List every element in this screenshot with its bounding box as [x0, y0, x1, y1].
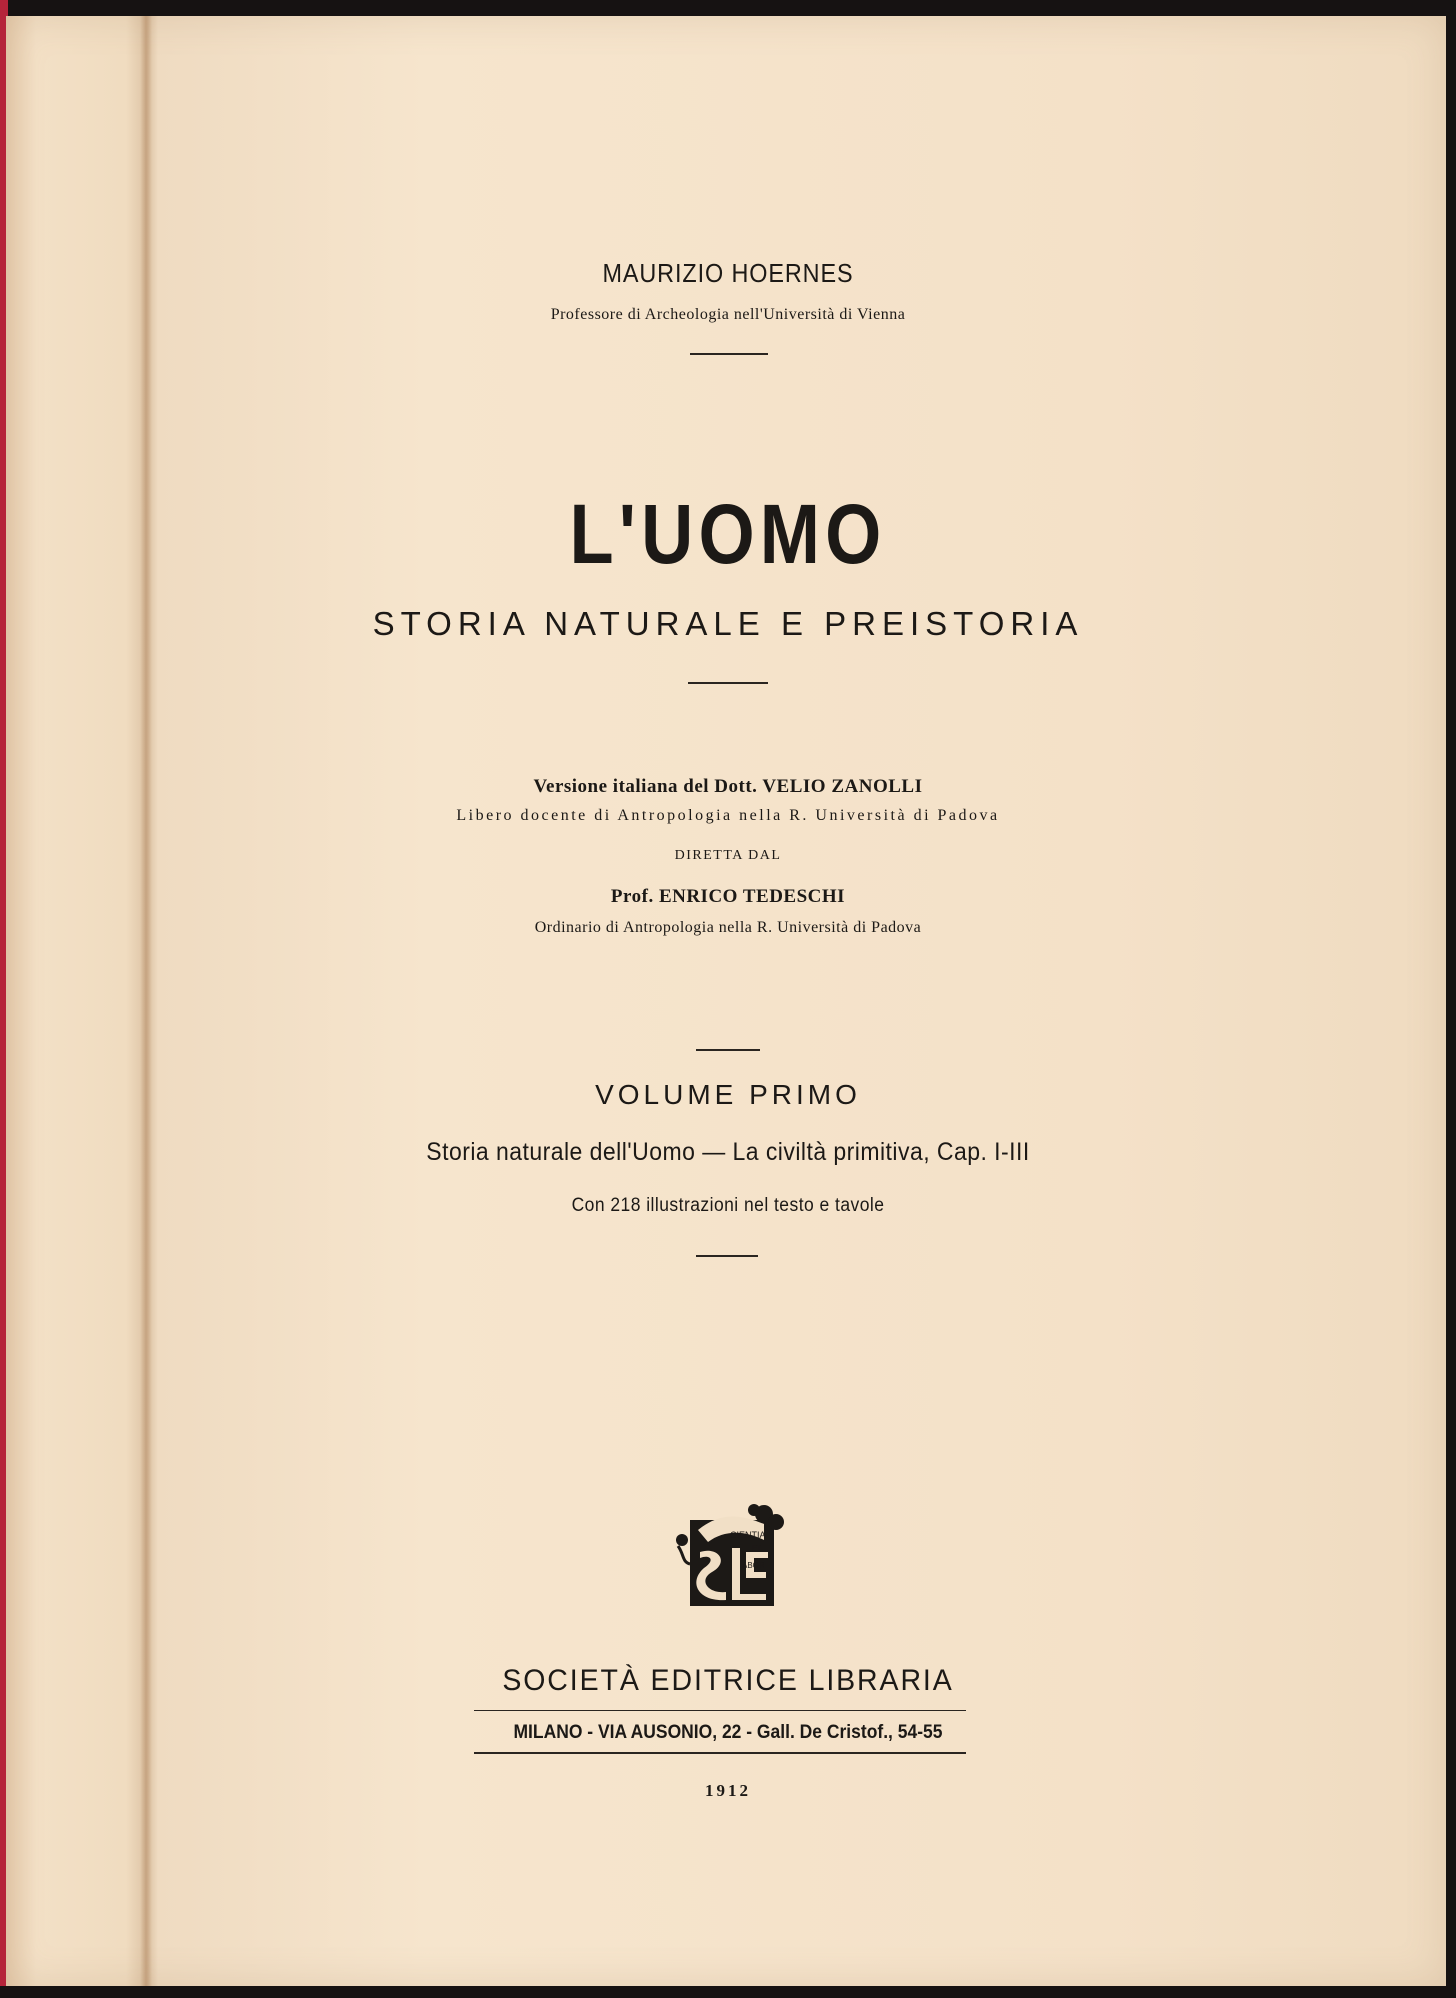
rule-publisher-top: [474, 1710, 966, 1711]
emblem-motto-mid: ET: [752, 1545, 761, 1552]
rule-divider: [688, 682, 768, 684]
rule-divider: [696, 1049, 760, 1051]
volume-label: VOLUME PRIMO: [595, 1079, 861, 1110]
director-role: Ordinario di Antropologia nella R. Università di Padova: [534, 919, 922, 936]
volume-contents: Storia naturale dell'Uomo — La civiltà primitiva, Cap. I-III: [426, 1138, 1030, 1166]
publisher-address: MILANO - VIA AUSONIO, 22 - Gall. De Cristof., 54-55: [513, 1722, 943, 1743]
book-title: L'UOMO: [569, 487, 887, 581]
emblem-motto-bottom: ABOR: [742, 1561, 765, 1570]
illustrations-note: Con 218 illustrazioni nel testo e tavole: [571, 1195, 885, 1216]
page-bottom-edge: [0, 1986, 1456, 1998]
rule-divider: [690, 353, 768, 355]
author-role: Professore di Archeologia nell'Università di Vienna: [550, 306, 906, 323]
emblem-motto-top: CIENTIA: [730, 1530, 766, 1540]
directed-by: DIRETTA DAL: [674, 848, 782, 863]
publication-year: 1912: [705, 1781, 751, 1800]
publisher-emblem-icon: [668, 1502, 794, 1608]
translator-role: Libero docente di Antropologia nella R. Università di Padova: [456, 807, 1000, 824]
rule-divider: [696, 1255, 758, 1257]
rule-publisher-bottom: [474, 1752, 966, 1754]
publisher-name: SOCIETÀ EDITRICE LIBRARIA: [502, 1664, 954, 1697]
author-name: MAURIZIO HOERNES: [602, 258, 854, 288]
translator-line: Versione italiana del Dott. VELIO ZANOLLI: [533, 776, 923, 797]
book-subtitle: STORIA NATURALE E PREISTORIA: [372, 605, 1084, 642]
director-line: Prof. ENRICO TEDESCHI: [610, 886, 846, 907]
